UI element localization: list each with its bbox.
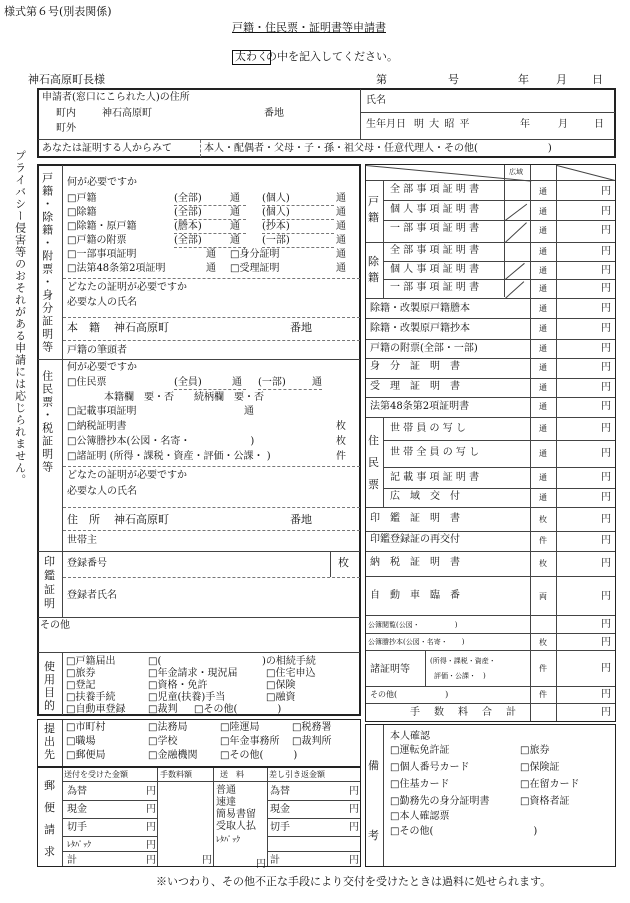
mail-kan-i-kakitome[interactable]: 簡易書留 bbox=[216, 809, 256, 820]
fuhyo-zenbu: (全部) bbox=[174, 235, 202, 246]
ichibu-jiko-tsu: 通 bbox=[206, 249, 216, 260]
birth-day-label: 日 bbox=[594, 119, 604, 130]
purpose-sonota[interactable]: □その他( ) bbox=[194, 704, 282, 715]
koseki-name-field[interactable]: 必要な人の氏名 bbox=[67, 297, 137, 308]
postal-h-fee: 手数料額 bbox=[160, 770, 192, 779]
applicant-town-name: 神石高原町 bbox=[102, 108, 152, 119]
inkan-reg-name-field[interactable]: 登録者氏名 bbox=[67, 590, 117, 601]
koseki-whose: どなたの証明が必要ですか bbox=[67, 282, 187, 293]
fee-jumin-side: 住民票 bbox=[368, 434, 379, 491]
yen-r3: 円 bbox=[349, 822, 359, 833]
check-kobo[interactable]: □公簿謄抄本(公図・名寄・ ) bbox=[67, 436, 255, 447]
u14: 通 bbox=[539, 449, 547, 458]
check-shoshomei[interactable]: □諸証明 (所得・課税・資産・評価・公課・ ) bbox=[67, 451, 271, 462]
inkan-side-label: 印鑑証明 bbox=[44, 555, 55, 610]
fee-joseki-side: 除籍 bbox=[368, 255, 379, 284]
koseki-zenbu: (全部) bbox=[174, 193, 202, 204]
kobo-mai: 枚 bbox=[336, 436, 346, 447]
id-side-b: 考 bbox=[368, 829, 379, 842]
submit-rikuun[interactable]: □陸運局 bbox=[220, 722, 260, 733]
mail-sokutatsu[interactable]: 速達 bbox=[216, 797, 236, 808]
yen-r1: 円 bbox=[349, 786, 359, 797]
check-mibun[interactable]: □身分証明 bbox=[230, 249, 280, 260]
mail-letterpack[interactable]: ﾚﾀﾊﾟｯｸ bbox=[216, 835, 240, 844]
y14: 円 bbox=[601, 448, 611, 459]
applicant-name-field[interactable]: 氏名 bbox=[366, 95, 386, 106]
instruction-box-word: 太わく bbox=[232, 50, 271, 65]
addressee: 神石高原町長様 bbox=[28, 73, 105, 86]
town-in-option[interactable]: 町内 bbox=[56, 108, 76, 119]
yen-3: 円 bbox=[146, 822, 156, 833]
id-juki[interactable]: □住基カード bbox=[390, 779, 450, 790]
genkoseki-shohon: (抄本) bbox=[262, 221, 290, 232]
u1: 通 bbox=[539, 187, 547, 196]
fee-inkan-reissue: 印鑑登録証の再交付 bbox=[370, 534, 460, 545]
u17: 枚 bbox=[539, 515, 547, 524]
hou48-tsu: 通 bbox=[206, 263, 216, 274]
mibun-tsu: 通 bbox=[336, 249, 346, 260]
fee-nozei: 納 税 証 明 書 bbox=[370, 557, 460, 568]
id-mynumber[interactable]: □個人番号カード bbox=[390, 762, 470, 773]
mail-uketorinin[interactable]: 受取人払 bbox=[216, 821, 256, 832]
honseki-zokugara-opts[interactable]: 本籍欄 要・否 続柄欄 要・否 bbox=[104, 392, 264, 403]
y6: 円 bbox=[601, 283, 611, 294]
setainushi-field[interactable]: 世帯主 bbox=[67, 535, 97, 546]
y17: 円 bbox=[601, 514, 611, 525]
u20: 両 bbox=[539, 592, 547, 601]
check-juminhyo[interactable]: □住民票 bbox=[67, 377, 107, 388]
u16: 通 bbox=[539, 493, 547, 502]
submit-kinyu[interactable]: □金融機関 bbox=[148, 750, 198, 761]
u18: 件 bbox=[539, 536, 547, 545]
purpose-jutaku[interactable]: □住宅申込 bbox=[266, 668, 316, 679]
check-nozei[interactable]: □納税証明書 bbox=[67, 421, 127, 432]
y20: 円 bbox=[601, 591, 611, 602]
genkoseki-tsu-2: 通 bbox=[336, 221, 346, 232]
purpose-koseki-todoke[interactable]: □戸籍届出 bbox=[66, 656, 116, 667]
fee-juri: 受 理 証 明 書 bbox=[370, 381, 460, 392]
purpose-jido-teate[interactable]: □児童(扶養)手当 bbox=[148, 692, 226, 703]
postal-section bbox=[37, 767, 361, 867]
yen-5: 円 bbox=[146, 855, 156, 866]
y19: 円 bbox=[601, 558, 611, 569]
fee-kobo-shohon: 公簿謄抄本(公図・名寄・ ) bbox=[368, 638, 465, 646]
jumin-question: 何が必要ですか bbox=[67, 362, 137, 373]
id-menkyo[interactable]: □運転免許証 bbox=[390, 745, 450, 756]
y4: 円 bbox=[601, 246, 611, 257]
purpose-toki[interactable]: □登記 bbox=[66, 680, 96, 691]
submit-shichoson[interactable]: □市町村 bbox=[66, 722, 106, 733]
refund-kitte[interactable]: 切手 bbox=[270, 822, 290, 833]
purpose-jidosha[interactable]: □自動車登録 bbox=[66, 704, 126, 715]
fee-inkan: 印 鑑 証 明 書 bbox=[370, 513, 460, 524]
koseki-side-label: 戸籍・除籍・附票・身分証明等 bbox=[40, 172, 54, 354]
fee-joseki-zenbu: 全 部 事 項 証 明 書 bbox=[390, 245, 480, 256]
u3: 通 bbox=[539, 226, 547, 235]
yen-fee: 円 bbox=[202, 855, 212, 866]
joseki-tsu-2: 通 bbox=[336, 207, 346, 218]
joseki-zenbu: (全部) bbox=[174, 207, 202, 218]
y25: 円 bbox=[601, 707, 611, 718]
u22: 枚 bbox=[539, 638, 547, 647]
privacy-note: プライバシー侵害等のおそれがある申請には応じられません。 bbox=[13, 150, 27, 486]
yen-postage: 円 bbox=[256, 859, 266, 870]
fuhyo-tsu-2: 通 bbox=[336, 235, 346, 246]
check-koseki[interactable]: □戸籍 bbox=[67, 193, 97, 204]
y15: 円 bbox=[601, 472, 611, 483]
y21: 円 bbox=[601, 619, 611, 630]
submit-gakko[interactable]: □学校 bbox=[148, 736, 178, 747]
koseki-tsu-1: 通 bbox=[230, 193, 240, 204]
jumin-name-field[interactable]: 必要な人の氏名 bbox=[67, 486, 137, 497]
u7: 通 bbox=[539, 304, 547, 313]
fee-kobo-etsuran: 公簿閲覧(公図・ ) bbox=[368, 621, 458, 629]
refund-genkin[interactable]: 現金 bbox=[270, 804, 290, 815]
applicant-address-label: 申請者(窓口にこられた人)の住所 bbox=[42, 92, 190, 103]
fee-shomei-b: 評価・公課・ ) bbox=[434, 672, 486, 680]
honseki-town: 神石高原町 bbox=[114, 321, 169, 334]
purpose-souzoku-text: )の相続手続 bbox=[262, 656, 316, 667]
applicant-banchi-label: 番地 bbox=[264, 108, 284, 119]
koiki-header: 広域 bbox=[509, 168, 523, 176]
u8: 通 bbox=[539, 324, 547, 333]
yen-4: 円 bbox=[146, 840, 156, 851]
fee-mibun: 身 分 証 明 書 bbox=[370, 361, 460, 372]
postal-side-label: 郵便請求 bbox=[44, 779, 55, 858]
koseki-question: 何が必要ですか bbox=[67, 177, 137, 188]
fee-setai-in: 世 帯 員 の 写 し bbox=[390, 423, 466, 434]
check-fuhyo[interactable]: □戸籍の附票 bbox=[67, 235, 127, 246]
check-ichibu-jiko[interactable]: □一部事項証明 bbox=[67, 249, 137, 260]
y2: 円 bbox=[601, 206, 611, 217]
check-joseki[interactable]: □除籍 bbox=[67, 207, 97, 218]
submit-sonota[interactable]: □その他( ) bbox=[220, 750, 298, 761]
check-hou48[interactable]: □法第48条第2項証明 bbox=[67, 263, 166, 274]
birthdate-field[interactable]: 生年月日 bbox=[366, 119, 406, 130]
submit-homukyoku[interactable]: □法務局 bbox=[148, 722, 188, 733]
jumin-tsu-1: 通 bbox=[232, 377, 242, 388]
fee-shomei: 諸証明等 bbox=[370, 664, 410, 675]
submit-nenkin-jimusho[interactable]: □年金事務所 bbox=[220, 736, 280, 747]
fee-joseki-shohon: 除籍・改製原戸籍抄本 bbox=[370, 323, 470, 334]
u15: 通 bbox=[539, 473, 547, 482]
fuhyo-ichibu: (一部) bbox=[262, 235, 290, 246]
hittosha-field[interactable]: 戸籍の筆頭者 bbox=[67, 345, 127, 356]
y9: 円 bbox=[601, 343, 611, 354]
jumin-zenin: (全員) bbox=[174, 377, 202, 388]
genkoseki-tohon: (謄本) bbox=[174, 221, 202, 232]
id-check-title: 本人確認 bbox=[390, 731, 430, 742]
y22: 円 bbox=[601, 637, 611, 648]
u11: 通 bbox=[539, 383, 547, 392]
jumin-banchi: 番地 bbox=[290, 513, 312, 526]
form-title: 戸籍・住民票・証明書等申請書 bbox=[232, 21, 386, 34]
y23: 円 bbox=[601, 663, 611, 674]
fee-setai-zen: 世 帯 全 員 の 写 し bbox=[390, 447, 480, 458]
id-zairyu[interactable]: □在留カード bbox=[520, 779, 580, 790]
u6: 通 bbox=[539, 284, 547, 293]
u13: 通 bbox=[539, 424, 547, 433]
y13: 円 bbox=[601, 423, 611, 434]
jumin-addr-label: 住 所 bbox=[67, 513, 100, 526]
y7: 円 bbox=[601, 303, 611, 314]
submit-side-label: 提出先 bbox=[44, 722, 55, 761]
date-day-label: 日 bbox=[592, 73, 603, 86]
inkan-reg-no-field[interactable]: 登録番号 bbox=[67, 558, 107, 569]
u19: 枚 bbox=[539, 559, 547, 568]
fee-koseki-zenbu: 全 部 事 項 証 明 書 bbox=[390, 184, 480, 195]
fee-joseki-kojin: 個 人 事 項 証 明 書 bbox=[390, 264, 480, 275]
u5: 通 bbox=[539, 266, 547, 275]
id-side-a: 備 bbox=[368, 759, 379, 772]
koseki-kojin: (個人) bbox=[262, 193, 290, 204]
fee-fuhyo: 戸籍の附票(全部・一部) bbox=[370, 343, 478, 354]
yen-r2: 円 bbox=[349, 804, 359, 815]
check-genkoseki[interactable]: □除籍・原戸籍 bbox=[67, 221, 137, 232]
town-out-option[interactable]: 町外 bbox=[56, 123, 76, 134]
other-request-field[interactable]: その他 bbox=[40, 620, 70, 631]
kisai-jiko-tsu: 通 bbox=[244, 406, 254, 417]
submit-saibansho[interactable]: □裁判所 bbox=[292, 736, 332, 747]
postal-genkin[interactable]: 現金 bbox=[67, 804, 87, 815]
purpose-hoken[interactable]: □保険 bbox=[266, 680, 296, 691]
yen-r4: 円 bbox=[349, 855, 359, 866]
u12: 通 bbox=[539, 402, 547, 411]
purpose-saiban[interactable]: □裁判 bbox=[148, 704, 178, 715]
yen-2: 円 bbox=[146, 804, 156, 815]
postal-h-postage: 送 料 bbox=[220, 770, 244, 779]
purpose-ryoken[interactable]: □旅券 bbox=[66, 668, 96, 679]
postal-kitte[interactable]: 切手 bbox=[67, 822, 87, 833]
nozei-mai: 枚 bbox=[336, 421, 346, 432]
fee-koseki-ichibu: 一 部 事 項 証 明 書 bbox=[390, 223, 480, 234]
postal-h-refund: 差し引き返金額 bbox=[269, 770, 325, 779]
jumin-whose: どなたの証明が必要ですか bbox=[67, 470, 187, 481]
y3: 円 bbox=[601, 225, 611, 236]
check-juri[interactable]: □受理証明 bbox=[230, 263, 280, 274]
id-hokensho[interactable]: □保険証 bbox=[520, 762, 560, 773]
instruction-text: の中を記入してください。 bbox=[266, 50, 398, 63]
era-options[interactable]: 明 大 昭 平 bbox=[414, 119, 471, 130]
koseki-tsu-2: 通 bbox=[336, 193, 346, 204]
postal-h-received: 送付を受けた金額 bbox=[64, 770, 128, 779]
purpose-souzoku[interactable]: □( bbox=[148, 656, 162, 667]
refund-kawase[interactable]: 為替 bbox=[270, 786, 290, 797]
fee-sonota: その他( ) bbox=[370, 690, 449, 699]
inkan-mai: 枚 bbox=[338, 556, 349, 569]
receipt-go-label: 号 bbox=[448, 73, 459, 86]
fee-hou48: 法第48条第2項証明書 bbox=[370, 401, 470, 412]
submit-shokuba[interactable]: □職場 bbox=[66, 736, 96, 747]
submit-zeimusho[interactable]: □税務署 bbox=[292, 722, 332, 733]
y16: 円 bbox=[601, 492, 611, 503]
date-year-label: 年 bbox=[518, 73, 529, 86]
fee-shomei-a: (所得・課税・資産・ bbox=[430, 657, 496, 665]
u10: 通 bbox=[539, 363, 547, 372]
mail-futsu[interactable]: 普通 bbox=[216, 785, 236, 796]
fee-koseki-kojin: 個 人 事 項 証 明 書 bbox=[390, 204, 480, 215]
purpose-shikaku[interactable]: □資格・免許 bbox=[148, 680, 208, 691]
u24: 件 bbox=[539, 690, 547, 699]
birth-month-label: 月 bbox=[558, 119, 568, 130]
fee-total: 手 数 料 合 計 bbox=[410, 707, 518, 718]
joseki-kojin: (個人) bbox=[262, 207, 290, 218]
y5: 円 bbox=[601, 265, 611, 276]
footer-note: ※いつわり、その他不正な手段により交付を受けたときは過料に処せられます。 bbox=[156, 875, 552, 888]
postal-kei: 計 bbox=[67, 855, 77, 866]
birth-year-label: 年 bbox=[520, 119, 530, 130]
yen-1: 円 bbox=[146, 786, 156, 797]
purpose-nenkin[interactable]: □年金請求・現況届 bbox=[148, 668, 238, 679]
joseki-tsu-1: 通 bbox=[230, 207, 240, 218]
fee-kisai: 記 載 事 項 証 明 書 bbox=[390, 472, 480, 483]
check-kisai-jiko[interactable]: □記載事項証明 bbox=[67, 406, 137, 417]
fee-koseki-side: 戸籍 bbox=[368, 195, 379, 224]
purpose-side-label: 使用目的 bbox=[44, 660, 55, 712]
jumin-ichibu: (一部) bbox=[258, 377, 286, 388]
shoshomei-ken: 件 bbox=[336, 451, 346, 462]
id-sonota[interactable]: □その他( ) bbox=[390, 826, 538, 837]
u23: 件 bbox=[539, 664, 547, 673]
y12: 円 bbox=[601, 401, 611, 412]
honseki-label: 本 籍 bbox=[67, 321, 100, 334]
id-kakuninhyo[interactable]: □本人確認票 bbox=[390, 811, 450, 822]
refund-kei: 計 bbox=[270, 855, 280, 866]
y8: 円 bbox=[601, 323, 611, 334]
postal-letterpack[interactable]: ﾚﾀﾊﾟｯｸ bbox=[67, 840, 91, 849]
purpose-fuyo[interactable]: □扶養手続 bbox=[66, 692, 116, 703]
form-number: 様式第６号(別表関係) bbox=[4, 5, 112, 18]
id-shikakusha[interactable]: □資格者証 bbox=[520, 796, 570, 807]
y18: 円 bbox=[601, 535, 611, 546]
y24: 円 bbox=[601, 689, 611, 700]
relation-options[interactable]: 本人・配偶者・父母・子・孫・祖父母・任意代理人・その他( ) bbox=[204, 143, 552, 154]
u9: 通 bbox=[539, 344, 547, 353]
relation-label: あなたは証明する人からみて bbox=[42, 143, 172, 154]
fee-koiki-kofu: 広 域 交 付 bbox=[390, 491, 460, 502]
u4: 通 bbox=[539, 247, 547, 256]
genkoseki-tsu-1: 通 bbox=[230, 221, 240, 232]
date-month-label: 月 bbox=[556, 73, 567, 86]
fee-joseki-tohon: 除籍・改製原戸籍謄本 bbox=[370, 303, 470, 314]
honseki-banchi: 番地 bbox=[290, 321, 312, 334]
juri-tsu: 通 bbox=[336, 263, 346, 274]
y10: 円 bbox=[601, 362, 611, 373]
jumin-town: 神石高原町 bbox=[114, 513, 169, 526]
purpose-yushi[interactable]: □融資 bbox=[266, 692, 296, 703]
y1: 円 bbox=[601, 186, 611, 197]
receipt-no-label: 第 bbox=[376, 73, 387, 86]
fee-jidosha: 自 動 車 臨 番 bbox=[370, 590, 460, 601]
jumin-tsu-2: 通 bbox=[312, 377, 322, 388]
u2: 通 bbox=[539, 207, 547, 216]
submit-yubin[interactable]: □郵便局 bbox=[66, 750, 106, 761]
postal-kawase[interactable]: 為替 bbox=[67, 786, 87, 797]
id-ryoken[interactable]: □旅券 bbox=[520, 745, 550, 756]
id-kinmusaki[interactable]: □勤務先の身分証明書 bbox=[390, 796, 490, 807]
fee-joseki-ichibu: 一 部 事 項 証 明 書 bbox=[390, 282, 480, 293]
jumin-side-label: 住民票・税証明等 bbox=[40, 370, 54, 474]
y11: 円 bbox=[601, 382, 611, 393]
fuhyo-tsu-1: 通 bbox=[230, 235, 240, 246]
